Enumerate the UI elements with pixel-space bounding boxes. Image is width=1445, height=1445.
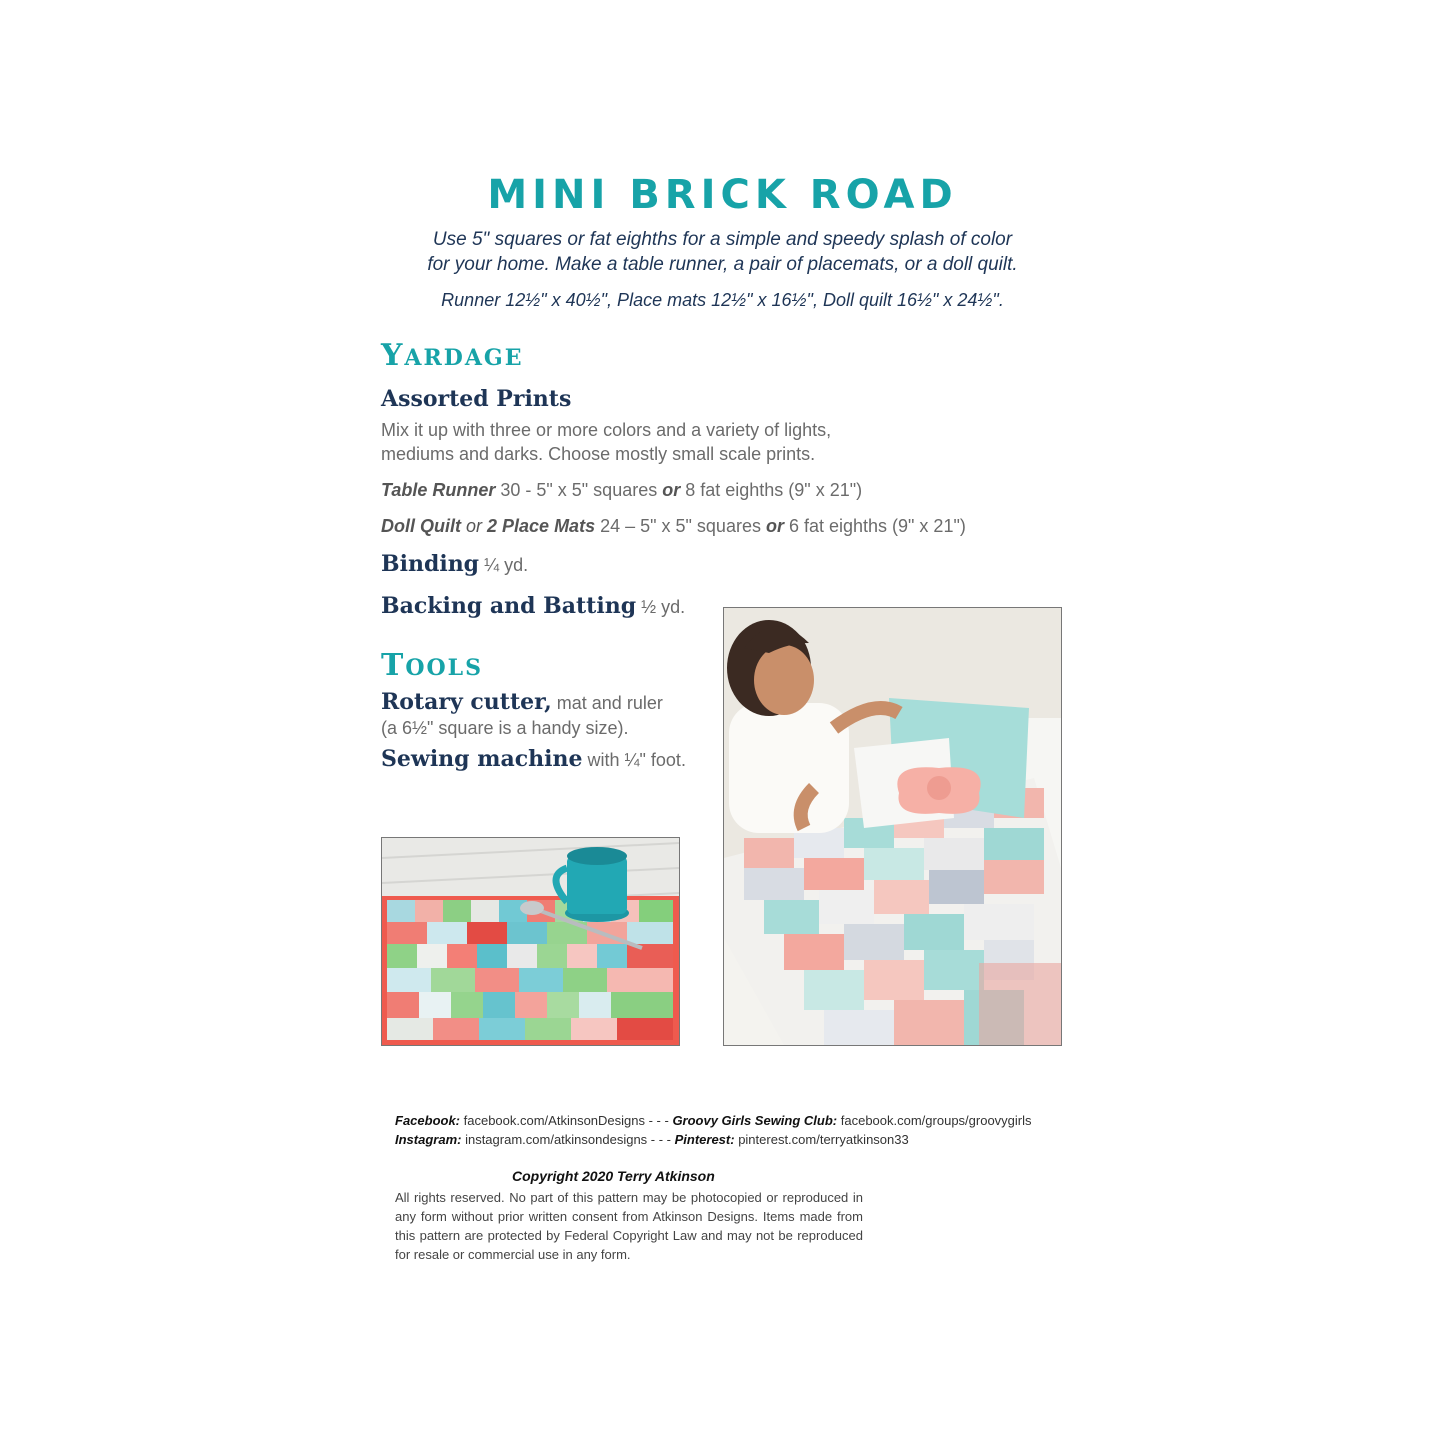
backing-line — [381, 593, 685, 619]
rotary-line — [381, 689, 663, 715]
doll-quilt-label: Doll Quilt — [381, 516, 461, 536]
doll-quilt-text-2: 6 fat eighths (9" x 21") — [783, 516, 966, 536]
legal-notice: All rights reserved. No part of this pattern may be photocopied or reproduced in any form without prior written consent from Atkinson Designs. Items made from this pattern are protected by Federal Copyright Law and may not be reproduced for resale or commercial use in any form. — [395, 1190, 863, 1262]
intro-text — [360, 227, 1085, 277]
rotary-text: mat and ruler — [551, 693, 663, 713]
backing-amount: ½ yd. — [636, 597, 686, 617]
or-word-2: or — [765, 516, 784, 536]
binding-amount: ¼ yd. — [479, 555, 529, 575]
intro-line-1: Use 5" squares or fat eighths for a simple and speedy splash of color — [432, 229, 1013, 250]
backing-label: Backing and Batting — [381, 593, 637, 619]
rotary-text-2: (a 6½" square is a handy size). — [381, 718, 629, 738]
yardage-heading — [381, 338, 523, 373]
yardage-heading-rest: ARDAGE — [404, 345, 524, 371]
or-word: or — [662, 480, 681, 500]
assorted-desc-line-1: Mix it up with three or more colors and a variety of lights, — [381, 420, 832, 440]
sewing-line — [381, 746, 686, 772]
instagram-label: Instagram: — [395, 1132, 462, 1147]
placemat-illustration — [382, 838, 679, 1045]
social-line-2 — [395, 1130, 909, 1149]
table-runner-text-1: 30 - 5" x 5" squares — [495, 480, 663, 500]
intro-line-2: for your home. Make a table runner, a pair of placemats, or a doll quilt. — [427, 254, 1018, 275]
binding-line — [381, 551, 528, 577]
table-runner-text-2: 8 fat eighths (9" x 21") — [680, 480, 863, 500]
social-line-1 — [395, 1111, 1032, 1130]
tools-heading — [381, 648, 483, 683]
club-label: Groovy Girls Sewing Club: — [672, 1113, 838, 1128]
place-mats-label: 2 Place Mats — [487, 516, 596, 536]
assorted-prints-desc — [381, 418, 831, 466]
table-runner-label: Table Runner — [381, 480, 496, 500]
tools-heading-initial: T — [381, 648, 406, 683]
pinterest-label: Pinterest: — [674, 1132, 735, 1147]
sewing-text: with ¼" foot. — [582, 750, 686, 770]
facebook-label: Facebook: — [395, 1113, 461, 1128]
doll-or-word: or — [461, 516, 488, 536]
page-title: MINI BRICK ROAD — [487, 172, 958, 218]
binding-label: Binding — [381, 551, 480, 577]
instagram-url[interactable]: instagram.com/atkinsondesigns - - - — [461, 1132, 675, 1147]
yardage-heading-initial: Y — [381, 338, 405, 373]
doll-quilt-photo — [723, 607, 1062, 1046]
assorted-prints-title: Assorted Prints — [381, 386, 572, 412]
size-list: Runner 12½" x 40½", Place mats 12½" x 16½", Doll quilt 16½" x 24½". — [441, 290, 1004, 310]
table-runner-line — [381, 478, 862, 502]
rotary-label: Rotary cutter, — [381, 689, 552, 715]
tools-heading-rest: OOLS — [405, 655, 484, 681]
doll-quilt-line — [381, 514, 966, 538]
placemat-photo — [381, 837, 680, 1046]
facebook-url[interactable]: facebook.com/AtkinsonDesigns - - - — [460, 1113, 673, 1128]
club-url[interactable]: facebook.com/groups/groovygirls — [837, 1113, 1032, 1128]
copyright-title: Copyright 2020 Terry Atkinson — [512, 1168, 715, 1184]
sewing-label: Sewing machine — [381, 746, 583, 772]
pinterest-url[interactable]: pinterest.com/terryatkinson33 — [734, 1132, 909, 1147]
assorted-desc-line-2: mediums and darks. Choose mostly small scale prints. — [381, 444, 816, 464]
doll-quilt-text-1: 24 – 5" x 5" squares — [595, 516, 766, 536]
doll-bed-illustration — [724, 608, 1061, 1045]
